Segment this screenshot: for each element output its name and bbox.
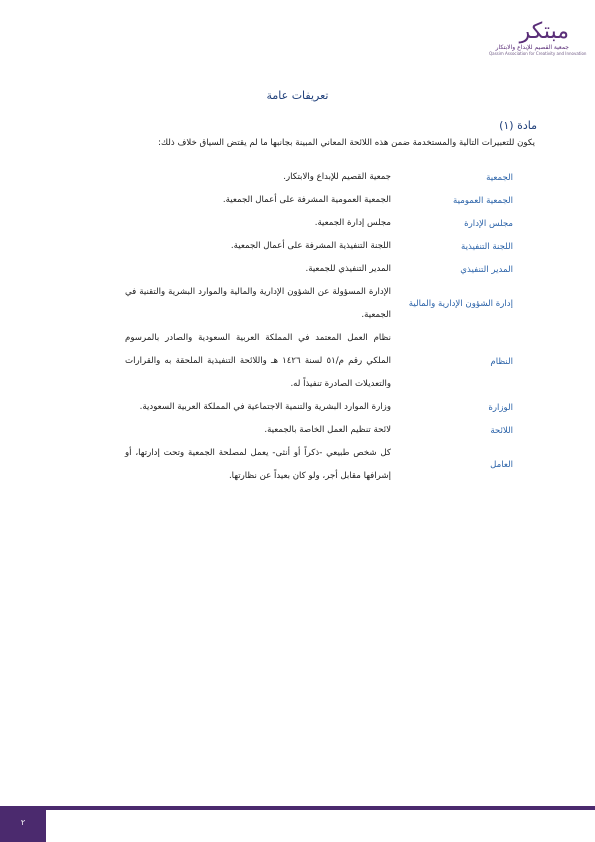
logo-wordmark: مبتكر bbox=[519, 19, 569, 44]
definition-row bbox=[125, 442, 513, 488]
page-title: تعريفات عامة bbox=[266, 89, 329, 102]
definition-term: الجمعية bbox=[486, 172, 513, 183]
definition-term: الجمعية العمومية bbox=[453, 195, 513, 206]
definition-row bbox=[125, 419, 513, 442]
logo-subtitle-arabic: جمعية القصيم للإبداع والابتكار bbox=[495, 44, 569, 51]
definition-row bbox=[125, 327, 513, 396]
definition-text: الجمعية العمومية المشرفة على أعمال الجمعية. bbox=[222, 195, 391, 205]
logo-subtitle-english: Qassim Association for Creativity and Innovation bbox=[489, 51, 587, 56]
definition-row bbox=[125, 258, 513, 281]
definition-term: إدارة الشؤون الإدارية والمالية bbox=[408, 299, 513, 309]
definition-text: كل شخص طبيعي -ذكراً أو أنثى- يعمل لمصلحة الجمعية وتحت إدارتها، أو إشرافها مقابل أجر، ولو كان بعيداً عن نظارتها. bbox=[125, 448, 391, 481]
definition-text: اللجنة التنفيذية المشرفة على أعمال الجمعية. bbox=[230, 241, 391, 251]
definition-term: مجلس الإدارة bbox=[464, 218, 513, 229]
definition-text: جمعية القصيم للإبداع والابتكار. bbox=[283, 172, 391, 182]
definition-row bbox=[125, 166, 513, 189]
association-logo bbox=[489, 19, 587, 60]
definition-text: نظام العمل المعتمد في المملكة العربية السعودية والصادر بالمرسوم الملكي رقم م/٥١ لسنة ١٤٢٦ هـ واللائحة التنفيذية الملحقة به والقرارات والتعديلات الصادرة تنفيذاً له. bbox=[125, 333, 391, 389]
definition-row bbox=[125, 212, 513, 235]
intro-paragraph: يكون للتعبيرات التالية والمستخدمة ضمن هذه اللائحة المعاني المبينة بجانبها ما لم يقتض السياق خلاف ذلك: bbox=[158, 138, 535, 148]
article-heading: مادة (١) bbox=[499, 119, 537, 132]
definition-text: لائحة تنظيم العمل الخاصة بالجمعية. bbox=[264, 425, 391, 435]
page-number: ٢ bbox=[0, 810, 46, 842]
definition-text: وزارة الموارد البشرية والتنمية الاجتماعية في المملكة العربية السعودية. bbox=[139, 402, 391, 412]
definition-row bbox=[125, 396, 513, 419]
definition-term: العامل bbox=[490, 460, 513, 470]
definition-row bbox=[125, 189, 513, 212]
definition-term: المدير التنفيذي bbox=[460, 264, 513, 275]
definition-row bbox=[125, 281, 513, 327]
definition-term: اللائحة bbox=[490, 425, 513, 436]
definitions-list bbox=[125, 166, 513, 488]
definition-term: الوزارة bbox=[488, 402, 513, 413]
footer-bar bbox=[0, 806, 595, 810]
definition-text: المدير التنفيذي للجمعية. bbox=[305, 264, 391, 274]
definition-text: مجلس إدارة الجمعية. bbox=[314, 218, 391, 228]
definition-term: اللجنة التنفيذية bbox=[461, 241, 513, 252]
definition-text: الإدارة المسؤولة عن الشؤون الإدارية والمالية والموارد البشرية والتقنية في الجمعية. bbox=[125, 287, 391, 320]
definition-row bbox=[125, 235, 513, 258]
definition-term: النظام bbox=[490, 356, 513, 367]
